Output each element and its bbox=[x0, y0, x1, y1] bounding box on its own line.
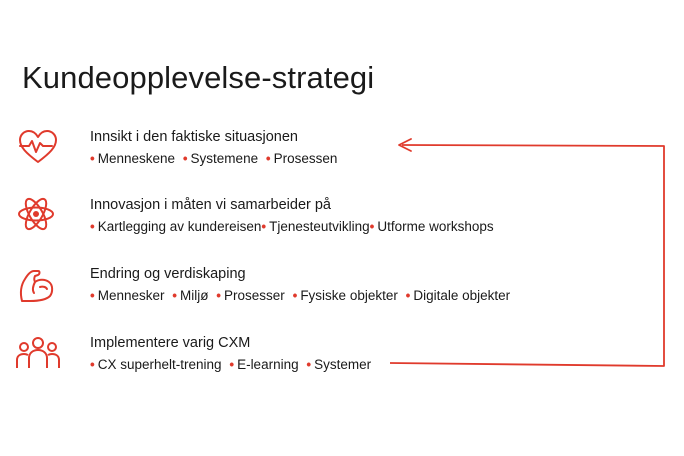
bullet-item: • Utforme workshops bbox=[369, 219, 494, 234]
item-heading: Innsikt i den faktiske situasjonen bbox=[90, 129, 298, 145]
bullet-item: • Systemer bbox=[306, 357, 372, 372]
bullet-item: • CX superhelt-trening bbox=[90, 357, 222, 372]
bullet-item: • Mennesker bbox=[90, 288, 165, 303]
bullet-item: • Menneskene bbox=[90, 151, 176, 166]
item-heading: Implementere varig CXM bbox=[90, 335, 251, 351]
bullet-item: • Kartlegging av kundereisen bbox=[90, 219, 262, 234]
page-title: Kundeopplevelse-strategi bbox=[22, 60, 375, 95]
bullet-item: • Prosesser bbox=[216, 288, 285, 303]
bullet-item: • Fysiske objekter bbox=[292, 288, 398, 303]
bullet-item: • Tjenesteutvikling bbox=[261, 219, 370, 234]
item-heading: Endring og verdiskaping bbox=[90, 266, 246, 282]
item-heading: Innovasjon i måten vi samarbeider på bbox=[90, 197, 331, 213]
bullet-item: • E-learning bbox=[229, 357, 299, 372]
bullet-item: • Miljø bbox=[172, 288, 209, 303]
bullet-item: • Digitale objekter bbox=[405, 288, 511, 303]
bullet-item: • Prosessen bbox=[265, 151, 338, 166]
bullet-item: • Systemene bbox=[182, 151, 259, 166]
